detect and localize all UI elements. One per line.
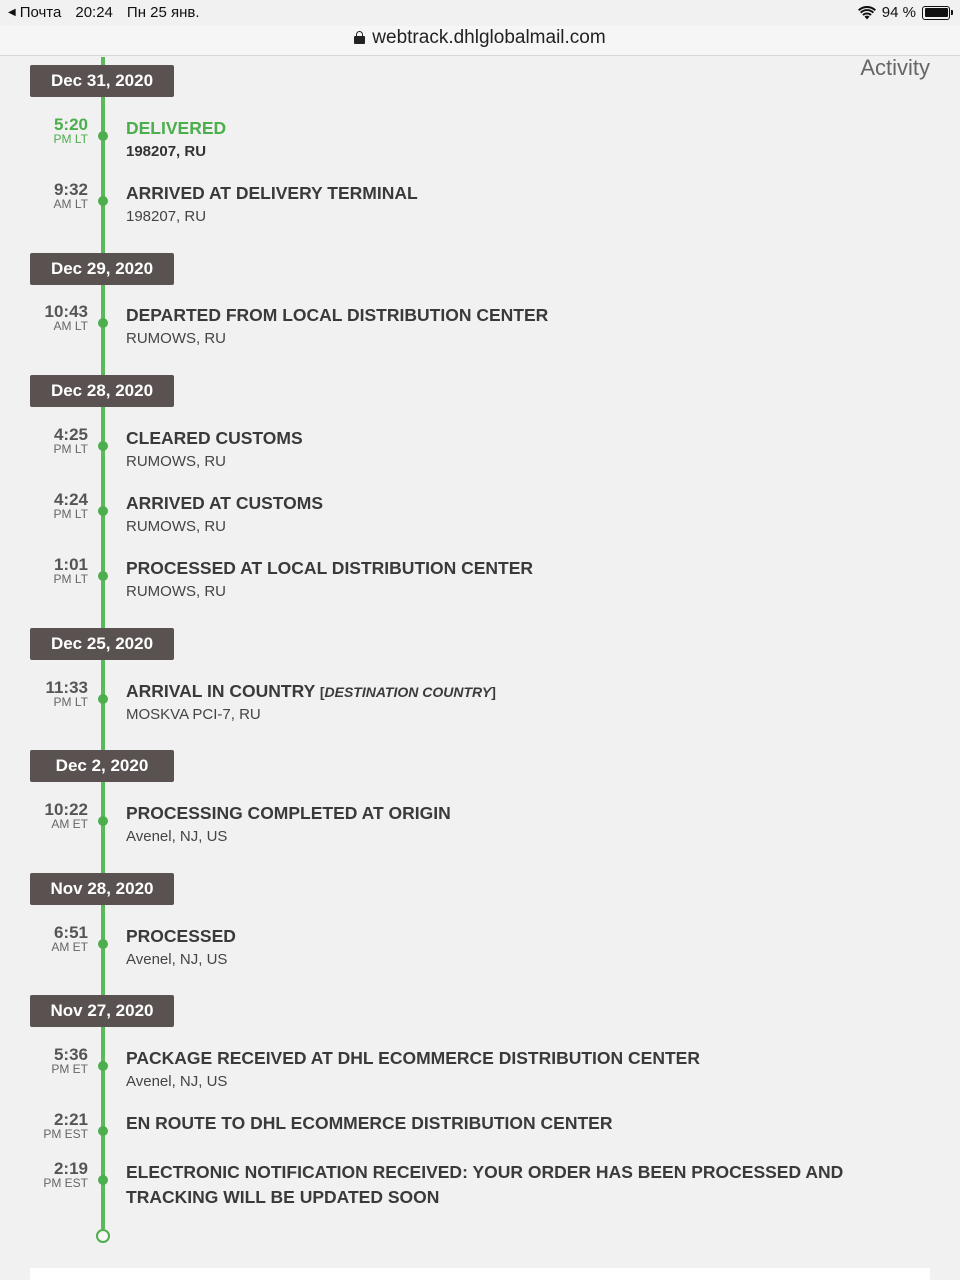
event-status-text: PROCESSED	[126, 926, 236, 946]
event-time-value: 1:01	[53, 555, 88, 574]
event-status	[126, 801, 866, 826]
date-badge: Dec 2, 2020	[30, 750, 174, 782]
timeline-dot	[98, 196, 108, 206]
event-location: Avenel, NJ, US	[126, 828, 228, 845]
event-timezone: PM ET	[51, 1062, 88, 1076]
event-location: 198207, RU	[126, 208, 207, 225]
event-status-text: ELECTRONIC NOTIFICATION RECEIVED: YOUR ORDER HAS BEEN PROCESSED AND TRACKING WILL BE UPDATED SOON	[126, 1162, 844, 1207]
date-badge: Nov 27, 2020	[30, 995, 174, 1027]
event-timezone: AM LT	[53, 319, 88, 333]
timeline-dot	[98, 441, 108, 451]
event-status	[126, 181, 866, 206]
event-time-value: 11:33	[45, 678, 88, 697]
event-location: Avenel, NJ, US	[126, 951, 228, 968]
date-badge: Dec 29, 2020	[30, 253, 174, 285]
event-timezone: AM ET	[51, 817, 88, 831]
timeline-dot	[98, 939, 108, 949]
event-timezone: PM EST	[43, 1127, 88, 1141]
event-status	[126, 1160, 866, 1210]
status-bar	[0, 0, 960, 26]
event-status-text: ARRIVAL IN COUNTRY	[126, 681, 315, 701]
event-status	[126, 556, 866, 581]
event-time-value: 2:19	[53, 1159, 88, 1178]
event-time	[8, 1111, 88, 1140]
address-bar[interactable]	[0, 26, 960, 56]
timeline-dot	[98, 1175, 108, 1185]
event-time	[8, 556, 88, 585]
event-status-text: EN ROUTE TO DHL ECOMMERCE DISTRIBUTION CENTER	[126, 1113, 613, 1133]
wifi-icon	[858, 6, 876, 20]
event-timezone: PM LT	[53, 572, 88, 586]
event-time	[8, 1160, 88, 1189]
event-status	[126, 1046, 866, 1071]
event-location: RUMOWS, RU	[126, 583, 226, 600]
bracket-close: ]	[491, 684, 496, 700]
event-timezone: PM LT	[53, 695, 88, 709]
event-time	[8, 303, 88, 332]
event-time-value: 4:24	[53, 490, 88, 509]
battery-percent: 94 %	[881, 4, 916, 21]
event-time	[8, 426, 88, 455]
event-status	[126, 303, 866, 328]
date-badge: Dec 25, 2020	[30, 628, 174, 660]
event-status-text: DEPARTED FROM LOCAL DISTRIBUTION CENTER	[126, 305, 549, 325]
timeline-dot	[98, 816, 108, 826]
event-time	[8, 116, 88, 145]
event-time-value: 5:36	[53, 1045, 88, 1064]
event-location: MOSKVA PCI-7, RU	[126, 706, 261, 723]
event-status	[126, 1111, 866, 1136]
timeline-end-marker	[96, 1229, 110, 1243]
date-label: Пн 25 янв.	[126, 4, 200, 21]
event-timezone: AM ET	[51, 940, 88, 954]
date-badge: Dec 28, 2020	[30, 375, 174, 407]
event-time	[8, 491, 88, 520]
event-time	[8, 924, 88, 953]
timeline-dot	[98, 506, 108, 516]
event-time	[8, 801, 88, 830]
event-timezone: PM EST	[43, 1176, 88, 1190]
event-time	[8, 679, 88, 708]
timeline-dot	[98, 694, 108, 704]
event-status-text: PACKAGE RECEIVED AT DHL ECOMMERCE DISTRIBUTION CENTER	[126, 1048, 700, 1068]
event-time	[8, 181, 88, 210]
event-status	[126, 679, 866, 705]
event-status-text: PROCESSING COMPLETED AT ORIGIN	[126, 803, 451, 823]
event-status	[126, 491, 866, 516]
event-time-value: 2:21	[53, 1110, 88, 1129]
event-timezone: AM LT	[53, 197, 88, 211]
event-status-text: CLEARED CUSTOMS	[126, 428, 303, 448]
lock-icon	[354, 31, 365, 44]
event-time-value: 10:43	[44, 302, 88, 321]
event-status	[126, 116, 866, 141]
event-time-value: 5:20	[53, 115, 88, 134]
event-time-value: 9:32	[53, 180, 88, 199]
event-status-text: DELIVERED	[126, 118, 227, 138]
event-status-text: PROCESSED AT LOCAL DISTRIBUTION CENTER	[126, 558, 534, 578]
event-location: 198207, RU	[126, 143, 207, 160]
date-badge: Nov 28, 2020	[30, 873, 174, 905]
event-status-text: ARRIVED AT DELIVERY TERMINAL	[126, 183, 418, 203]
event-location: RUMOWS, RU	[126, 518, 226, 535]
event-time-value: 6:51	[53, 923, 88, 942]
timeline-dot	[98, 1126, 108, 1136]
event-timezone: PM LT	[53, 442, 88, 456]
timeline-dot	[98, 571, 108, 581]
timeline-dot	[98, 1061, 108, 1071]
timeline-dot	[98, 318, 108, 328]
event-time-value: 4:25	[53, 425, 88, 444]
event-qualifier: DESTINATION COUNTRY	[324, 684, 492, 700]
battery-icon	[922, 6, 950, 20]
back-arrow-icon[interactable]: ◀	[8, 7, 16, 18]
event-status	[126, 426, 866, 451]
activity-heading: Activity	[860, 55, 930, 80]
url-text[interactable]: webtrack.dhlglobalmail.com	[372, 27, 606, 48]
date-badge: Dec 31, 2020	[30, 65, 174, 97]
event-time	[8, 1046, 88, 1075]
event-location: RUMOWS, RU	[126, 453, 226, 470]
clock: 20:24	[75, 4, 113, 21]
timeline-dot	[98, 131, 108, 141]
event-status	[126, 924, 866, 949]
bracket-open: [	[319, 684, 325, 700]
event-timezone: PM LT	[53, 132, 88, 146]
event-time-value: 10:22	[44, 800, 88, 819]
back-app-label[interactable]: Почта	[19, 4, 62, 21]
event-location: RUMOWS, RU	[126, 330, 226, 347]
event-location: Avenel, NJ, US	[126, 1073, 228, 1090]
event-status-text: ARRIVED AT CUSTOMS	[126, 493, 324, 513]
event-timezone: PM LT	[53, 507, 88, 521]
bottom-card	[30, 1268, 930, 1280]
